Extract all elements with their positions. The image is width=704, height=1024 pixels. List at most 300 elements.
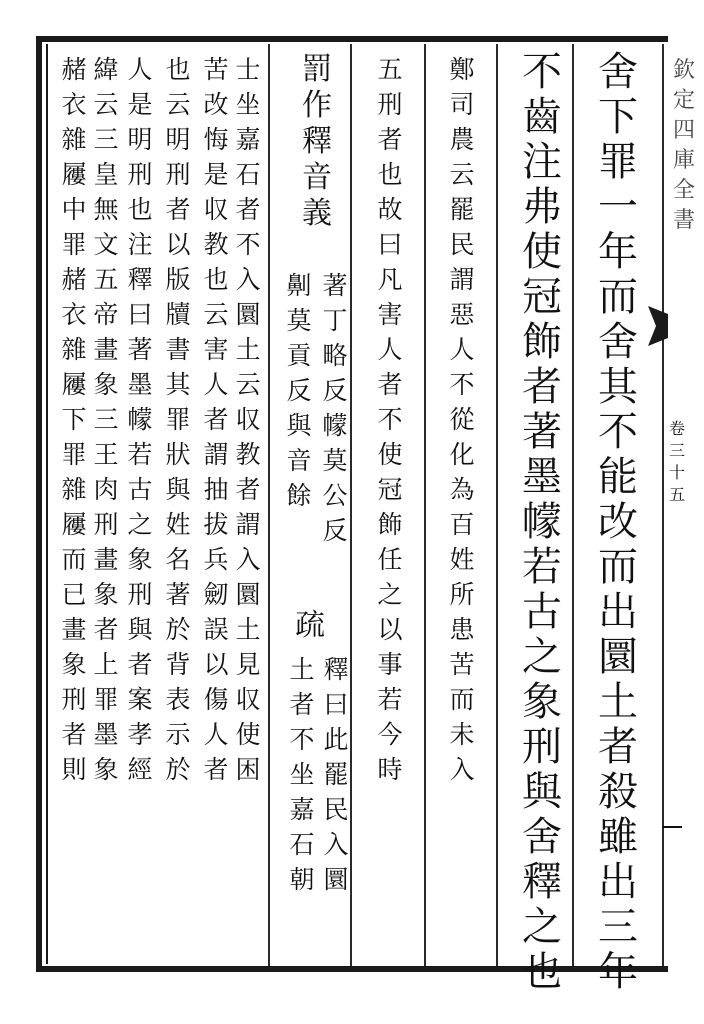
glyph: 屨: [61, 160, 87, 189]
glyph: 餘: [286, 481, 312, 510]
glyph: 農: [449, 125, 475, 154]
glyph: 於: [165, 615, 191, 644]
glyph: 飾: [377, 510, 403, 539]
glyph: 畫: [93, 545, 119, 574]
glyph: 雜: [61, 125, 87, 154]
glyph: 古: [127, 475, 153, 504]
glyph: 百: [449, 510, 475, 539]
glyph: 四: [672, 118, 695, 143]
column-rule: [496, 44, 498, 966]
glyph: 以: [203, 650, 229, 679]
glyph: 墨: [93, 720, 119, 749]
glyph: 釋: [522, 859, 562, 905]
glyph: 幪: [522, 499, 562, 545]
glyph: 使: [235, 720, 261, 749]
glyph: 姓: [165, 510, 191, 539]
glyph: 土: [235, 615, 261, 644]
glyph: 出: [598, 589, 638, 635]
text-column: [320, 268, 350, 548]
glyph: 書: [672, 208, 695, 233]
glyph: 雜: [61, 475, 87, 504]
glyph: 使: [522, 229, 562, 275]
glyph: 者: [598, 724, 638, 770]
glyph: 著: [165, 580, 191, 609]
frame-top: [36, 36, 668, 42]
glyph: 雜: [61, 335, 87, 364]
glyph: 抽: [203, 475, 229, 504]
glyph: 雖: [598, 814, 638, 860]
glyph: 也: [127, 195, 153, 224]
glyph: 土: [289, 655, 315, 684]
glyph: 使: [377, 440, 403, 469]
glyph: 司: [449, 90, 475, 119]
glyph: 刑: [93, 510, 119, 539]
glyph: 經: [127, 755, 153, 784]
glyph: 拔: [203, 510, 229, 539]
glyph: 出: [598, 859, 638, 905]
glyph: 刑: [127, 160, 153, 189]
glyph: 三: [93, 405, 119, 434]
glyph: 音: [302, 160, 332, 195]
text-run: [322, 268, 347, 548]
glyph: 案: [127, 685, 153, 714]
glyph: 人: [127, 55, 153, 84]
text-run: [295, 608, 325, 644]
glyph: 者: [377, 370, 403, 399]
glyph: 欽: [672, 58, 695, 83]
text-run: [449, 52, 474, 787]
glyph: 之: [522, 904, 562, 950]
glyph: 不: [522, 49, 562, 95]
glyph: 三: [93, 125, 119, 154]
glyph: 人: [377, 335, 403, 364]
glyph: 屨: [61, 510, 87, 539]
text-column: [590, 50, 646, 995]
glyph: 以: [377, 615, 403, 644]
column-rule: [424, 44, 426, 966]
glyph: 赭: [61, 265, 87, 294]
text-run: [302, 52, 332, 124]
glyph: 幪: [127, 405, 153, 434]
glyph: 此: [323, 725, 349, 754]
glyph: 圜: [323, 865, 349, 894]
glyph: 坐: [289, 760, 315, 789]
glyph: 殺: [598, 769, 638, 815]
glyph: 文: [93, 230, 119, 259]
glyph: 三: [598, 904, 638, 950]
glyph: 肉: [93, 475, 119, 504]
glyph: 也: [165, 55, 191, 84]
glyph: 事: [377, 650, 403, 679]
glyph: 緯: [93, 55, 119, 84]
glyph: 冠: [377, 475, 403, 504]
glyph: 下: [598, 94, 638, 140]
glyph: 與: [522, 769, 562, 815]
column-rule: [572, 44, 574, 966]
glyph: 而: [449, 685, 475, 714]
glyph: 象: [93, 755, 119, 784]
text-run: [598, 50, 638, 995]
glyph: 人: [203, 720, 229, 749]
text-column: [290, 608, 330, 644]
glyph: 表: [165, 685, 191, 714]
glyph: 劒: [203, 580, 229, 609]
glyph: 皇: [93, 160, 119, 189]
text-run: [673, 56, 695, 236]
glyph: 王: [93, 440, 119, 469]
glyph: 罪: [61, 440, 87, 469]
glyph: 上: [93, 650, 119, 679]
glyph: 示: [165, 720, 191, 749]
glyph: 庫: [672, 148, 695, 173]
column-rule: [268, 44, 270, 966]
glyph: 化: [449, 440, 475, 469]
text-column: [158, 52, 198, 787]
glyph: 注: [522, 139, 562, 185]
glyph: 傷: [203, 685, 229, 714]
glyph: 一: [598, 184, 638, 230]
glyph: 石: [289, 830, 315, 859]
glyph: 年: [598, 949, 638, 995]
glyph: 者: [93, 615, 119, 644]
glyph: 士: [235, 55, 261, 84]
glyph: 刑: [61, 685, 87, 714]
glyph: 苦: [449, 650, 475, 679]
glyph: 謂: [235, 510, 261, 539]
glyph: 民: [323, 795, 349, 824]
text-column: [440, 52, 484, 787]
glyph: 嘉: [235, 125, 261, 154]
glyph: 也: [522, 949, 562, 995]
glyph: 時: [377, 755, 403, 784]
glyph: 者: [61, 720, 87, 749]
glyph: 不: [377, 405, 403, 434]
glyph: 教: [203, 230, 229, 259]
glyph: 者: [203, 405, 229, 434]
glyph: 苦: [203, 55, 229, 84]
glyph: 罪: [598, 139, 638, 185]
glyph: 刑: [522, 724, 562, 770]
glyph: 若: [127, 440, 153, 469]
glyph: 明: [127, 125, 153, 154]
glyph: 曰: [127, 300, 153, 329]
glyph: 云: [203, 300, 229, 329]
glyph: 者: [289, 690, 315, 719]
glyph: 不: [598, 409, 638, 455]
glyph: 赭: [61, 55, 87, 84]
frame-bottom: [36, 966, 668, 972]
glyph: 墨: [522, 454, 562, 500]
glyph: 者: [165, 195, 191, 224]
text-run: [289, 652, 314, 897]
text-run: [522, 50, 562, 995]
glyph: 是: [203, 160, 229, 189]
glyph: 全: [672, 178, 695, 203]
text-column: [196, 52, 236, 787]
glyph: 者: [377, 125, 403, 154]
glyph: 舍: [598, 319, 638, 365]
glyph: 冠: [522, 274, 562, 320]
glyph: 貢: [286, 341, 312, 370]
glyph: 衣: [61, 300, 87, 329]
glyph: 若: [377, 685, 403, 714]
glyph: 凡: [377, 265, 403, 294]
glyph: 者: [203, 755, 229, 784]
glyph: 墨: [127, 370, 153, 399]
glyph: 釋: [323, 655, 349, 684]
glyph: 惡: [449, 300, 475, 329]
glyph: 無: [93, 195, 119, 224]
frame-inner-left: [46, 44, 48, 964]
glyph: 作: [302, 88, 332, 123]
glyph: 與: [165, 475, 191, 504]
glyph: 人: [203, 370, 229, 399]
glyph: 衣: [61, 90, 87, 119]
glyph: 古: [522, 589, 562, 635]
glyph: 飾: [522, 319, 562, 365]
glyph: 刑: [377, 90, 403, 119]
text-column: [322, 652, 350, 897]
glyph: 土: [235, 335, 261, 364]
glyph: 義: [302, 196, 332, 231]
glyph: 畫: [93, 335, 119, 364]
glyph: 刑: [127, 580, 153, 609]
glyph: 者: [127, 650, 153, 679]
glyph: 而: [61, 545, 87, 574]
glyph: 而: [598, 274, 638, 320]
text-run: [203, 52, 228, 787]
glyph: 是: [127, 90, 153, 119]
column-rule: [350, 44, 352, 966]
glyph: 罰: [302, 52, 332, 87]
glyph: 象: [522, 679, 562, 725]
glyph: 著: [522, 409, 562, 455]
glyph: 十: [668, 463, 685, 482]
text-column: [288, 652, 316, 897]
frame-left: [36, 36, 42, 972]
glyph: 不: [449, 370, 475, 399]
glyph: 罷: [323, 760, 349, 789]
glyph: 版: [165, 265, 191, 294]
glyph: 云: [165, 90, 191, 119]
text-column: [292, 52, 342, 232]
glyph: 圜: [235, 580, 261, 609]
glyph: 象: [93, 370, 119, 399]
glyph: 五: [377, 55, 403, 84]
glyph: 三: [668, 441, 685, 460]
glyph: 曰: [323, 690, 349, 719]
glyph: 舍: [522, 814, 562, 860]
glyph: 今: [377, 720, 403, 749]
glyph: 畫: [61, 615, 87, 644]
glyph: 姓: [449, 545, 475, 574]
text-column: [368, 52, 412, 787]
text-run: [165, 52, 190, 787]
text-column: [54, 52, 94, 787]
glyph: 任: [377, 545, 403, 574]
glyph: 収: [235, 405, 261, 434]
glyph: 明: [165, 125, 191, 154]
glyph: 之: [377, 580, 403, 609]
glyph: 從: [449, 405, 475, 434]
glyph: 坐: [235, 90, 261, 119]
glyph: 者: [235, 195, 261, 224]
glyph: 音: [286, 446, 312, 475]
glyph: 反: [322, 376, 348, 405]
glyph: 下: [61, 405, 87, 434]
glyph: 民: [449, 230, 475, 259]
glyph: 反: [322, 516, 348, 545]
text-run: [377, 52, 402, 787]
glyph: 云: [449, 160, 475, 189]
glyph: 者: [522, 364, 562, 410]
glyph: 也: [203, 265, 229, 294]
glyph: 兵: [203, 545, 229, 574]
glyph: 釋: [127, 265, 153, 294]
glyph: 與: [286, 411, 312, 440]
glyph: 鄭: [449, 55, 475, 84]
glyph: 見: [235, 650, 261, 679]
glyph: 患: [449, 615, 475, 644]
text-run: [127, 52, 152, 787]
glyph: 莫: [322, 446, 348, 475]
glyph: 狀: [165, 440, 191, 469]
glyph: 象: [127, 545, 153, 574]
glyph: 背: [165, 650, 191, 679]
glyph: 不: [289, 725, 315, 754]
glyph: 者: [235, 475, 261, 504]
glyph: 収: [235, 685, 261, 714]
glyph: 也: [377, 160, 403, 189]
glyph: 入: [449, 755, 475, 784]
glyph: 曰: [377, 230, 403, 259]
glyph: 與: [127, 615, 153, 644]
glyph: 弗: [522, 184, 562, 230]
glyph: 象: [93, 580, 119, 609]
glyph: 年: [598, 229, 638, 275]
juan-label: [662, 418, 692, 506]
glyph: 齒: [522, 94, 562, 140]
glyph: 莫: [286, 306, 312, 335]
glyph: 土: [598, 679, 638, 725]
glyph: 若: [522, 544, 562, 590]
glyph: 帝: [93, 300, 119, 329]
glyph: 云: [235, 370, 261, 399]
glyph: 石: [235, 160, 261, 189]
glyph: 則: [61, 755, 87, 784]
glyph: 悔: [203, 125, 229, 154]
glyph: 嘉: [289, 795, 315, 824]
glyph: 改: [598, 499, 638, 545]
glyph: 誤: [203, 615, 229, 644]
glyph: 入: [235, 545, 261, 574]
glyph: 未: [449, 720, 475, 749]
glyph: 著: [322, 271, 348, 300]
glyph: 劓: [286, 271, 312, 300]
glyph: 其: [598, 364, 638, 410]
glyph: 困: [235, 755, 261, 784]
glyph: 公: [322, 481, 348, 510]
glyph: 牘: [165, 300, 191, 329]
glyph: 其: [165, 370, 191, 399]
glyph: 定: [672, 88, 695, 113]
glyph: 丁: [322, 306, 348, 335]
glyph: 所: [449, 580, 475, 609]
glyph: 改: [203, 90, 229, 119]
glyph: 而: [598, 544, 638, 590]
text-run: [323, 652, 348, 897]
glyph: 云: [93, 90, 119, 119]
glyph: 於: [165, 755, 191, 784]
glyph: 五: [668, 485, 685, 504]
glyph: 罪: [93, 685, 119, 714]
glyph: 之: [522, 634, 562, 680]
text-column: [284, 268, 314, 513]
margin-tick: [662, 826, 682, 828]
fish-tail-mark: [648, 306, 668, 346]
side-title: [664, 56, 704, 236]
glyph: 幪: [322, 411, 348, 440]
glyph: 著: [127, 335, 153, 364]
glyph: 反: [286, 376, 312, 405]
glyph: 屨: [61, 370, 87, 399]
text-run: [235, 52, 260, 787]
glyph: 卷: [668, 419, 685, 438]
glyph: 収: [203, 195, 229, 224]
glyph: 五: [93, 265, 119, 294]
glyph: 疏: [295, 608, 325, 643]
glyph: 罷: [449, 195, 475, 224]
glyph: 害: [203, 335, 229, 364]
glyph: 朝: [289, 865, 315, 894]
glyph: 孝: [127, 720, 153, 749]
glyph: 象: [61, 650, 87, 679]
glyph: 謂: [203, 440, 229, 469]
glyph: 故: [377, 195, 403, 224]
glyph: 中: [61, 195, 87, 224]
text-run: [93, 52, 118, 787]
text-run: [669, 418, 685, 506]
text-run: [286, 268, 311, 513]
glyph: 釋: [302, 124, 332, 159]
glyph: 書: [165, 335, 191, 364]
glyph: 圜: [235, 300, 261, 329]
glyph: 為: [449, 475, 475, 504]
glyph: 害: [377, 300, 403, 329]
glyph: 能: [598, 454, 638, 500]
glyph: 略: [322, 341, 348, 370]
glyph: 罪: [61, 230, 87, 259]
glyph: 入: [323, 830, 349, 859]
glyph: 入: [235, 265, 261, 294]
glyph: 人: [449, 335, 475, 364]
glyph: 之: [127, 510, 153, 539]
glyph: 圜: [598, 634, 638, 680]
glyph: 不: [235, 230, 261, 259]
text-column: [514, 50, 570, 995]
glyph: 以: [165, 230, 191, 259]
text-column: [120, 52, 160, 787]
glyph: 教: [235, 440, 261, 469]
glyph: 刑: [165, 160, 191, 189]
text-run: [61, 52, 86, 787]
glyph: 注: [127, 230, 153, 259]
glyph: 謂: [449, 265, 475, 294]
glyph: 罪: [165, 405, 191, 434]
glyph: 名: [165, 545, 191, 574]
glyph: 已: [61, 580, 87, 609]
glyph: 舍: [598, 49, 638, 95]
